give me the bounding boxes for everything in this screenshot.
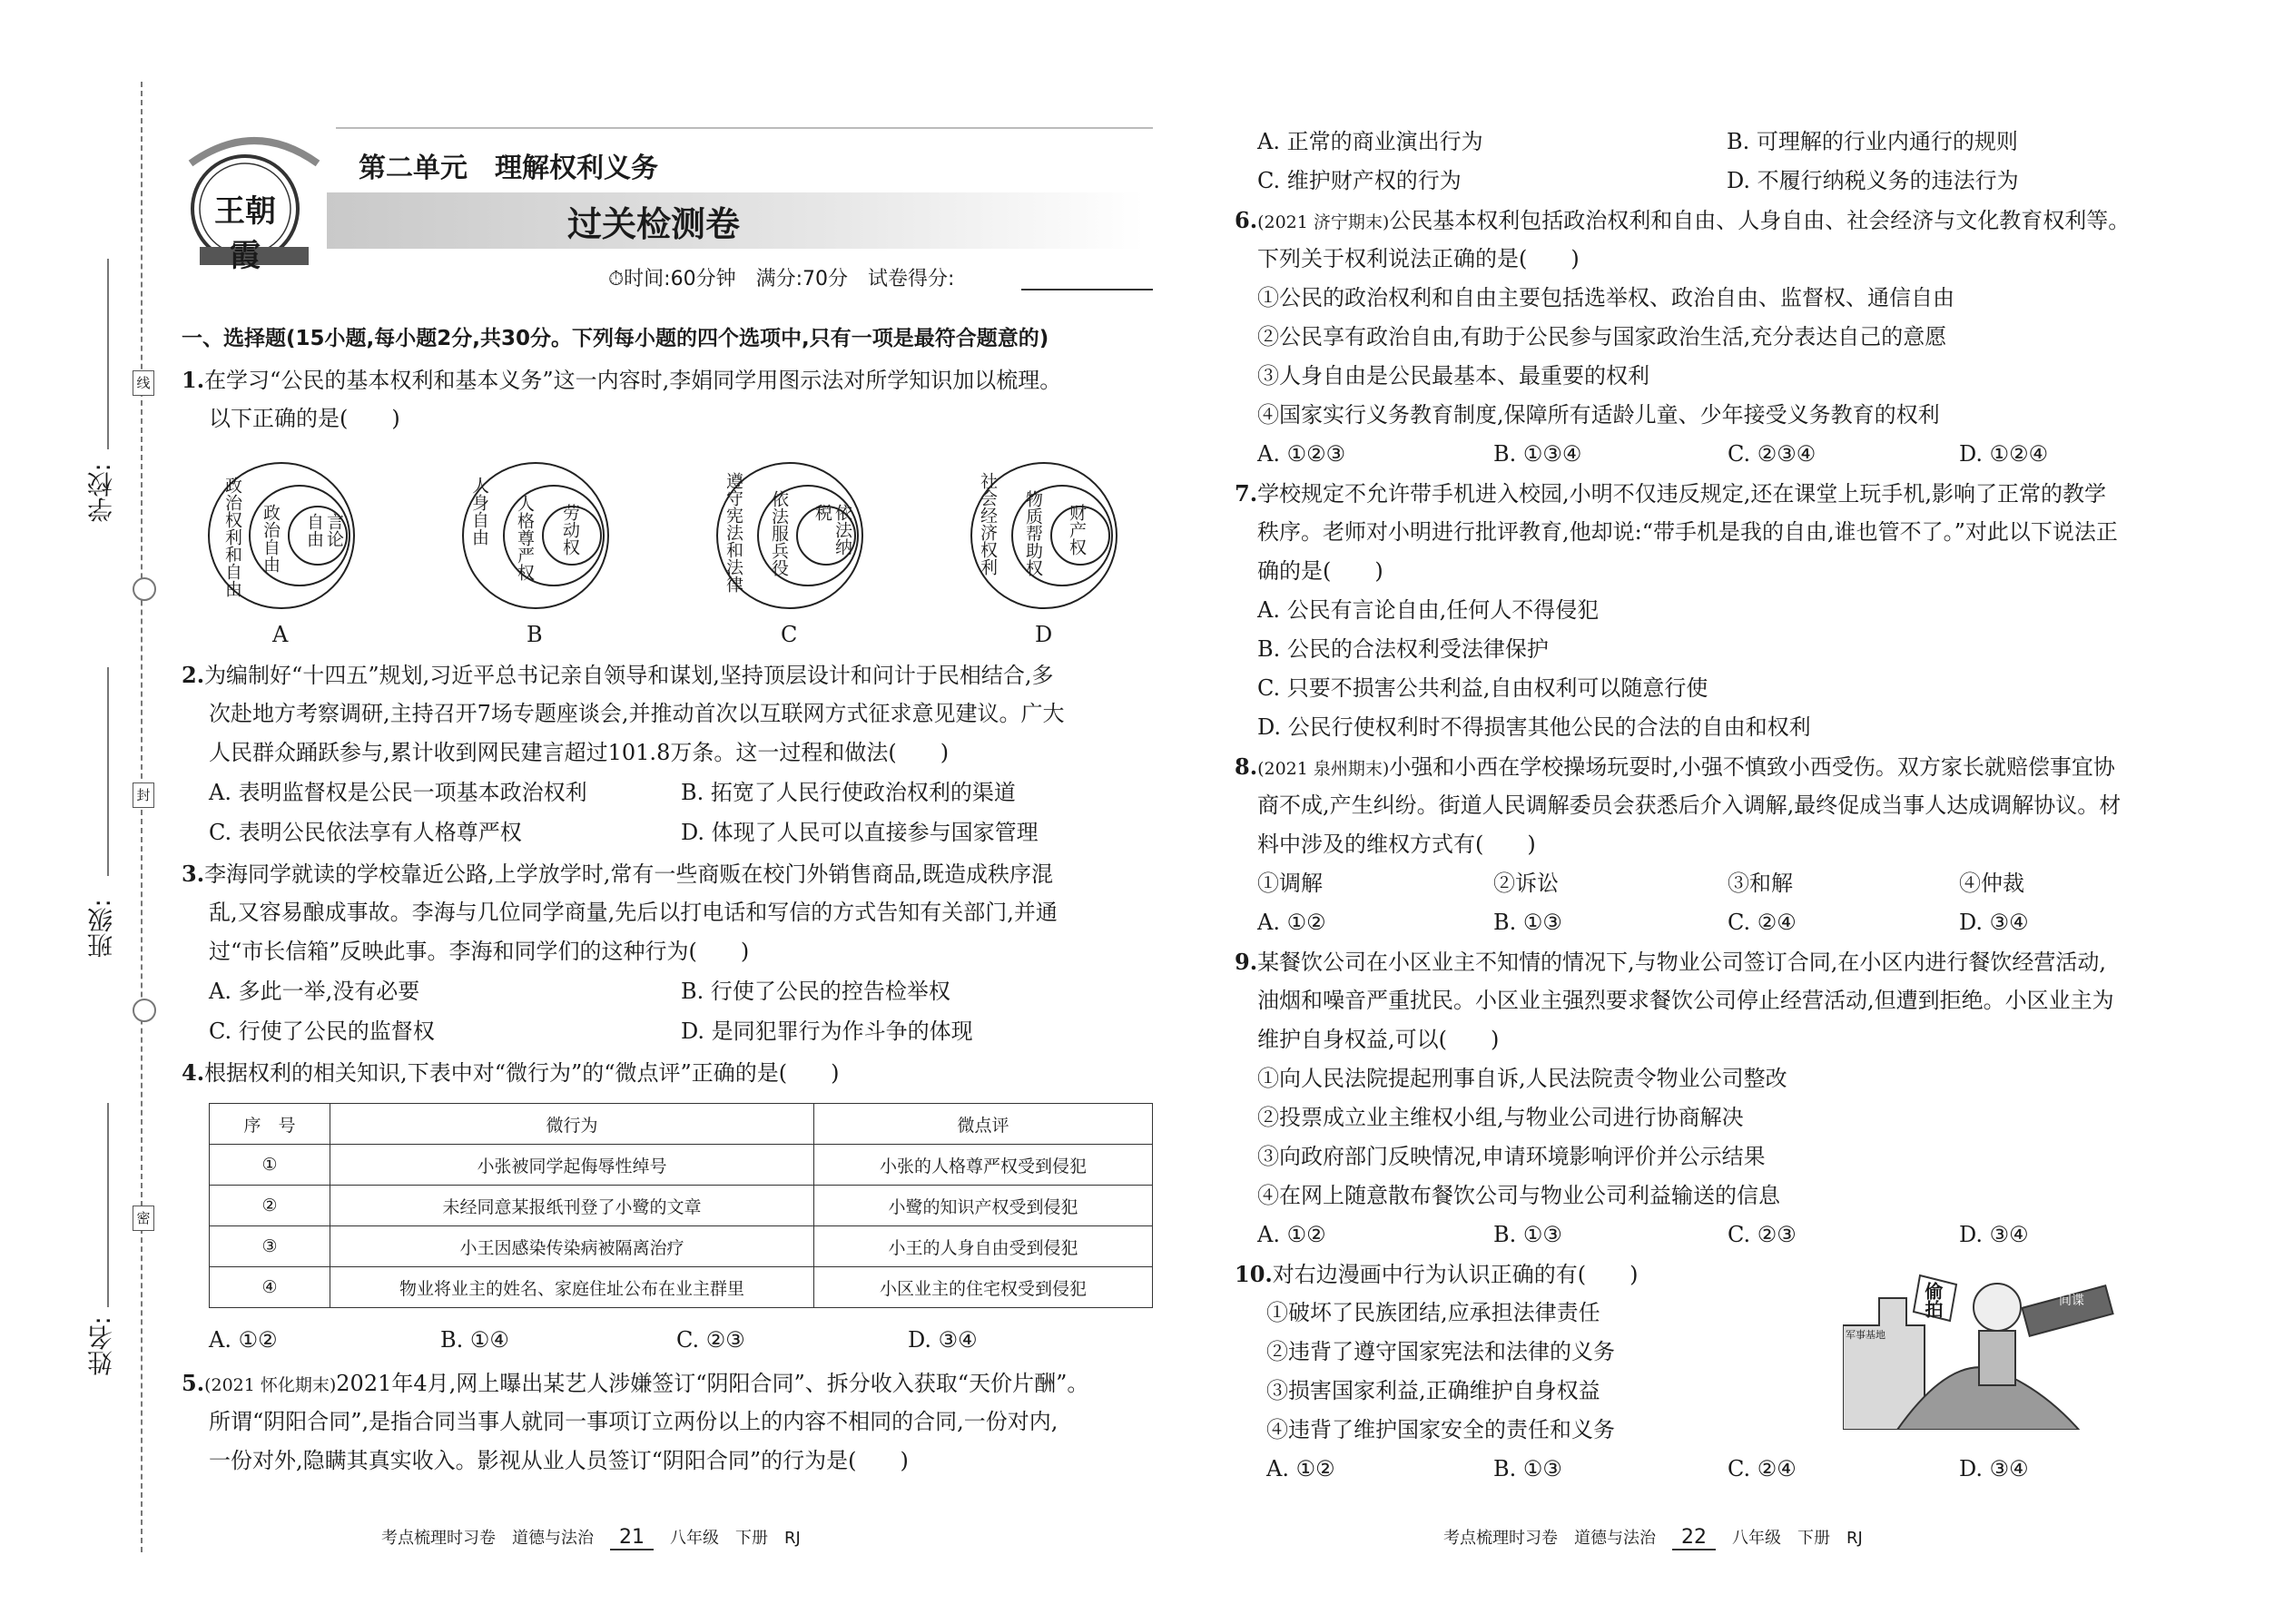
header-rule bbox=[336, 127, 1153, 129]
section-heading: 一、选择题(15小题,每小题2分,共30分。下列每小题的四个选项中,只有一项是最符合题意的) bbox=[182, 327, 1049, 350]
question-7-line3: 确的是( ) bbox=[1257, 558, 1383, 584]
table-row: ① 小张被同学起侮辱性绰号 小张的人格尊严权受到侵犯 bbox=[210, 1145, 1153, 1186]
q6-option-a[interactable]: A. ①②③ bbox=[1257, 441, 1346, 467]
seal-mark-seal: 封 bbox=[133, 782, 154, 808]
q8-option-c[interactable]: C. ②④ bbox=[1728, 910, 1797, 935]
q4-option-d[interactable]: D. ③④ bbox=[908, 1327, 978, 1353]
q9-statement-3: ③向政府部门反映情况,申请环境影响评价并公示结果 bbox=[1257, 1144, 1766, 1169]
q8-statement-1: ①调解 bbox=[1257, 871, 1323, 896]
question-2-line2: 次赴地方考察调研,主持召开7场专题座谈会,并推动首次以互联网方式征求意见建议。广大 bbox=[209, 701, 1065, 726]
q10-option-b[interactable]: B. ①③ bbox=[1493, 1456, 1562, 1481]
question-3: 3.李海同学就读的学校靠近公路,上学放学时,常有一些商贩在校门外销售商品,既造成秩序混 bbox=[182, 861, 1053, 887]
q10-statement-1: ①破坏了民族团结,应承担法律责任 bbox=[1266, 1300, 1600, 1325]
q10-statement-4: ④违背了维护国家安全的责任和义务 bbox=[1266, 1417, 1615, 1442]
q4-option-c[interactable]: C. ②③ bbox=[676, 1327, 745, 1353]
q3-option-b[interactable]: B. 行使了公民的控告检举权 bbox=[681, 979, 950, 1004]
question-10: 10.对右边漫画中行为认识正确的有( ) bbox=[1235, 1261, 1639, 1287]
q3-option-a[interactable]: A. 多此一举,没有必要 bbox=[209, 979, 420, 1004]
question-6-line2: 下列关于权利说法正确的是( ) bbox=[1257, 246, 1580, 271]
q9-option-b[interactable]: B. ①③ bbox=[1493, 1222, 1562, 1247]
question-8-line3: 料中涉及的维权方式有( ) bbox=[1257, 832, 1536, 857]
q7-option-c[interactable]: C. 只要不损害公共利益,自由权利可以随意行使 bbox=[1257, 675, 1708, 701]
q6-option-c[interactable]: C. ②③④ bbox=[1728, 441, 1816, 467]
question-5-line2: 所谓“阴阳合同”,是指合同当事人就同一事项订立两份以上的内容不相同的合同,一份对内, bbox=[209, 1409, 1058, 1434]
q10-option-d[interactable]: D. ③④ bbox=[1959, 1456, 2029, 1481]
q6-option-d[interactable]: D. ①②④ bbox=[1959, 441, 2049, 467]
class-field[interactable] bbox=[107, 667, 111, 876]
footer-right: 考点梳理时习卷 道德与法治 22 八年级 下册 RJ bbox=[1443, 1526, 1863, 1549]
q4-option-a[interactable]: A. ①② bbox=[209, 1327, 278, 1353]
q8-option-b[interactable]: B. ①③ bbox=[1493, 910, 1562, 935]
question-5: 5.(2021 怀化期末)2021年4月,网上曝出某艺人涉嫌签订“阴阳合同”、拆分收入获取“天价片酬”。 bbox=[182, 1370, 1089, 1396]
q9-statement-1: ①向人民法院提起刑事自诉,人民法院责令物业公司整改 bbox=[1257, 1066, 1787, 1091]
q9-option-c[interactable]: C. ②③ bbox=[1728, 1222, 1797, 1247]
test-meta: ⏱时间:60分钟 满分:70分 试卷得分: bbox=[608, 268, 955, 290]
table-row: ② 未经同意某报纸刊登了小鹭的文章 小鹭的知识产权受到侵犯 bbox=[210, 1186, 1153, 1226]
q2-option-d[interactable]: D. 体现了人民可以直接参与国家管理 bbox=[681, 820, 1039, 845]
q9-option-a[interactable]: A. ①② bbox=[1257, 1222, 1326, 1247]
q1-label-a: A bbox=[272, 622, 289, 647]
question-9-line2: 油烟和噪音严重扰民。小区业主强烈要求餐饮公司停止经营活动,但遭到拒绝。小区业主为 bbox=[1257, 988, 2114, 1013]
q6-statement-2: ②公民享有政治自由,有助于公民参与国家政治生活,充分表达自己的意愿 bbox=[1257, 324, 1947, 349]
q4-table bbox=[209, 1103, 1153, 1308]
seal-mark-secret: 密 bbox=[133, 1206, 154, 1231]
table-row: ④ 物业将业主的姓名、家庭住址公布在业主群里 小区业主的住宅权受到侵犯 bbox=[210, 1267, 1153, 1308]
venn-diagrams bbox=[204, 449, 1167, 631]
q9-statement-4: ④在网上随意散布餐饮公司与物业公司利益输送的信息 bbox=[1257, 1183, 1780, 1208]
q10-option-a[interactable]: A. ①② bbox=[1266, 1456, 1335, 1481]
question-4: 4.根据权利的相关知识,下表中对“微行为”的“微点评”正确的是( ) bbox=[182, 1059, 840, 1086]
school-field[interactable] bbox=[107, 259, 111, 449]
unit-title: 第二单元 理解权利义务 bbox=[359, 153, 658, 184]
q2-option-a[interactable]: A. 表明监督权是公民一项基本政治权利 bbox=[209, 780, 587, 805]
table-row: ③ 小王因感染传染病被隔离治疗 小王的人身自由受到侵犯 bbox=[210, 1226, 1153, 1267]
q8-statement-4: ④仲裁 bbox=[1959, 871, 2024, 896]
binding-hole-icon bbox=[133, 577, 156, 601]
q10-cartoon: 偷拍 军事基地 间谍 bbox=[1843, 1271, 2115, 1430]
question-3-line3: 过“市长信箱”反映此事。李海和同学们的这种行为( ) bbox=[209, 939, 750, 964]
q9-option-d[interactable]: D. ③④ bbox=[1959, 1222, 2029, 1247]
question-8-line2: 商不成,产生纠纷。街道人民调解委员会获悉后介入调解,最终促成当事人达成调解协议。材 bbox=[1257, 792, 2122, 818]
binding-dashed-line bbox=[141, 82, 144, 1552]
test-title: 过关检测卷 bbox=[567, 204, 741, 244]
name-label: 姓名: bbox=[86, 1316, 116, 1376]
q10-statement-3: ③损害国家利益,正确维护自身权益 bbox=[1266, 1378, 1600, 1403]
question-9: 9.某餐饮公司在小区业主不知情的情况下,与物业公司签订合同,在小区内进行餐饮经营活动, bbox=[1235, 949, 2106, 975]
q1-label-d: D bbox=[1035, 622, 1053, 647]
q2-option-b[interactable]: B. 拓宽了人民行使政治权利的渠道 bbox=[681, 780, 1016, 805]
q1-label-b: B bbox=[527, 622, 543, 647]
q7-option-b[interactable]: B. 公民的合法权利受法律保护 bbox=[1257, 636, 1549, 662]
question-2: 2.为编制好“十四五”规划,习近平总书记亲自领导和谋划,坚持顶层设计和问计于民相结合,多 bbox=[182, 662, 1054, 688]
score-field[interactable] bbox=[1021, 289, 1153, 290]
q6-statement-4: ④国家实行义务教育制度,保障所有适龄儿童、少年接受义务教育的权利 bbox=[1257, 402, 1940, 428]
q1-label-c: C bbox=[781, 622, 798, 647]
q3-option-c[interactable]: C. 行使了公民的监督权 bbox=[209, 1019, 435, 1044]
logo: 王朝霞 bbox=[172, 127, 336, 272]
footer-left: 考点梳理时习卷 道德与法治 21 八年级 下册 RJ bbox=[381, 1526, 801, 1549]
q3-option-d[interactable]: D. 是同犯罪行为作斗争的体现 bbox=[681, 1019, 973, 1044]
question-7: 7.学校规定不允许带手机进入校园,小明不仅违反规定,还在课堂上玩手机,影响了正常的教学 bbox=[1235, 480, 2106, 507]
class-label: 班级: bbox=[86, 899, 116, 959]
q5-option-a[interactable]: A. 正常的商业演出行为 bbox=[1257, 129, 1483, 154]
school-label: 学校: bbox=[86, 463, 116, 523]
right-page bbox=[1216, 0, 2288, 1624]
q10-option-c[interactable]: C. ②④ bbox=[1728, 1456, 1797, 1481]
question-2-line3: 人民群众踊跃参与,累计收到网民建言超过101.8万条。这一过程和做法( ) bbox=[209, 740, 950, 765]
q7-option-d[interactable]: D. 公民行使权利时不得损害其他公民的合法的自由和权利 bbox=[1257, 714, 1811, 740]
q6-statement-1: ①公民的政治权利和自由主要包括选举权、政治自由、监督权、通信自由 bbox=[1257, 285, 1954, 310]
q6-option-b[interactable]: B. ①③④ bbox=[1493, 441, 1582, 467]
q8-option-d[interactable]: D. ③④ bbox=[1959, 910, 2029, 935]
q10-statement-2: ②违背了遵守国家宪法和法律的义务 bbox=[1266, 1339, 1615, 1364]
question-5-line3: 一份对外,隐瞒其真实收入。影视从业人员签订“阴阳合同”的行为是( ) bbox=[209, 1448, 909, 1473]
question-7-line2: 秩序。老师对小明进行批评教育,他却说:“带手机是我的自由,谁也管不了。”对此以下说法正 bbox=[1257, 519, 2118, 545]
question-1-line2: 以下正确的是( ) bbox=[209, 406, 400, 431]
seal-mark-line: 线 bbox=[133, 370, 154, 396]
q5-option-b[interactable]: B. 可理解的行业内通行的规则 bbox=[1727, 129, 2018, 154]
q5-option-c[interactable]: C. 维护财产权的行为 bbox=[1257, 168, 1462, 193]
question-9-line3: 维护自身权益,可以( ) bbox=[1257, 1027, 1500, 1052]
question-8: 8.(2021 泉州期末)小强和小西在学校操场玩耍时,小强不慎致小西受伤。双方家长就赔偿事宜协 bbox=[1235, 753, 2115, 780]
question-1: 1.在学习“公民的基本权利和基本义务”这一内容时,李娟同学用图示法对所学知识加以梳理。 bbox=[182, 367, 1062, 393]
name-field[interactable] bbox=[107, 1103, 111, 1307]
q2-option-c[interactable]: C. 表明公民依法享有人格尊严权 bbox=[209, 820, 522, 845]
question-6: 6.(2021 济宁期末)公民基本权利包括政治权利和自由、人身自由、社会经济与文化教育权利等。 bbox=[1235, 207, 2131, 233]
q6-statement-3: ③人身自由是公民最基本、最重要的权利 bbox=[1257, 363, 1649, 389]
q7-option-a[interactable]: A. 公民有言论自由,任何人不得侵犯 bbox=[1257, 597, 1600, 623]
q8-option-a[interactable]: A. ①② bbox=[1257, 910, 1326, 935]
q5-option-d[interactable]: D. 不履行纳税义务的违法行为 bbox=[1727, 168, 2019, 193]
table-header-row: 序 号 微行为 微点评 bbox=[210, 1104, 1153, 1145]
q1-diagrams: 政治权利和自由 政治自由 言论自由 人身自由 人格尊严权 劳动权 遵守宪法和法律 依法服兵役 依法纳税 社会经济权利 物质帮助权 财产权 bbox=[204, 449, 1167, 631]
clock-icon: ⏱ bbox=[608, 268, 625, 290]
binding-hole-icon bbox=[133, 999, 156, 1022]
q4-option-b[interactable]: B. ①④ bbox=[440, 1327, 509, 1353]
question-3-line2: 乱,又容易酿成事故。李海与几位同学商量,先后以打电话和写信的方式告知有关部门,并通 bbox=[209, 900, 1058, 925]
q8-statement-3: ③和解 bbox=[1728, 871, 1793, 896]
q8-statement-2: ②诉讼 bbox=[1493, 871, 1559, 896]
q9-statement-2: ②投票成立业主维权小组,与物业公司进行协商解决 bbox=[1257, 1105, 1744, 1130]
